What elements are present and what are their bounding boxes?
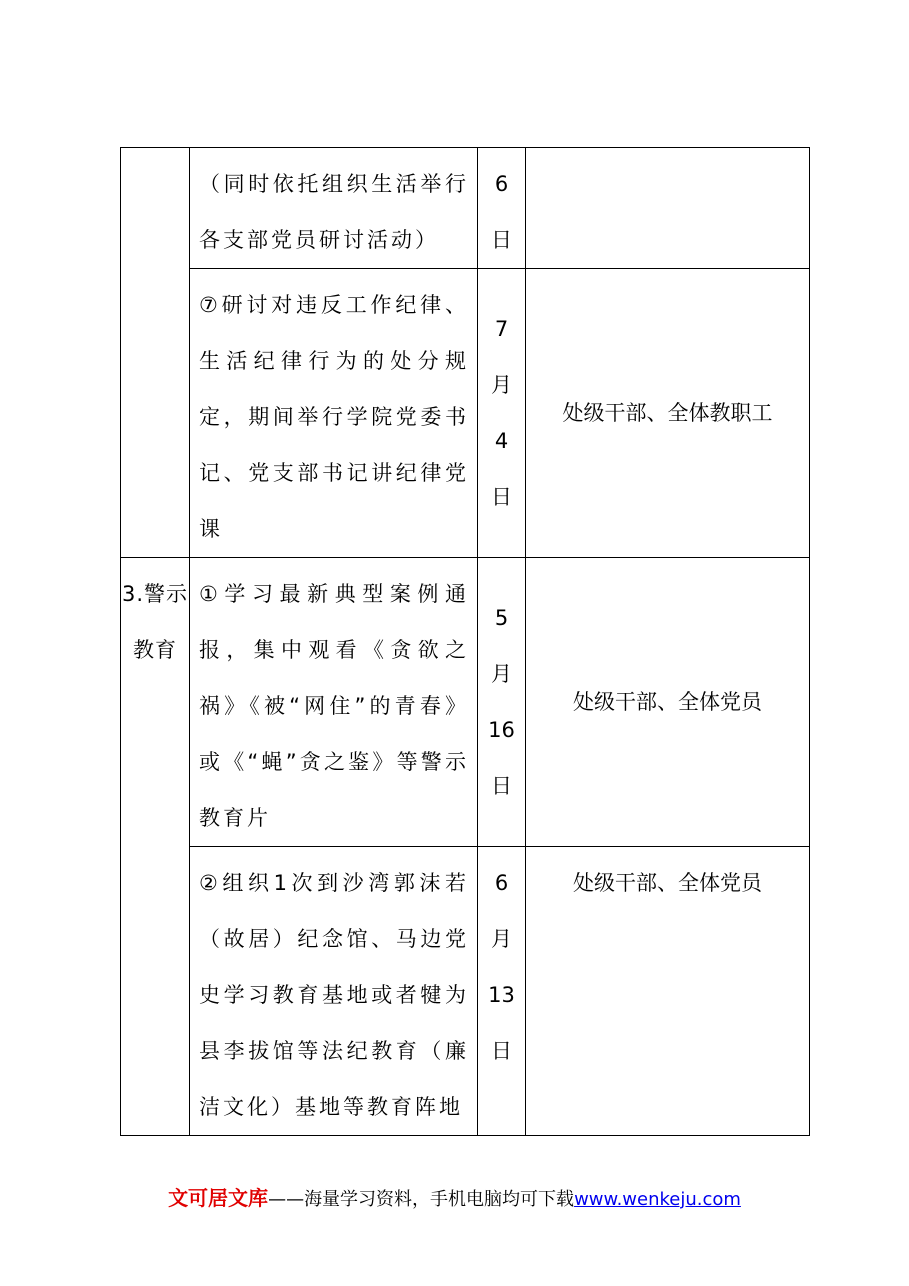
date-part: 月 [491, 373, 512, 397]
date-part: 13 [488, 983, 515, 1007]
content-cell: ①学习最新典型案例通报，集中观看《贪欲之祸》《被“网住”的青春》或《“蝇”贪之鉴》等警示教育片 [190, 558, 478, 847]
date-part: 6 [494, 871, 509, 895]
footer-banner [0, 1182, 909, 1211]
target-cell: 处级干部、全体教职工 [526, 269, 810, 558]
content-cell: ⑦研讨对违反工作纪律、生活纪律行为的处分规定，期间举行学院党委书记、党支部书记讲纪律党课 [190, 269, 478, 558]
date-part: 4 [494, 429, 509, 453]
date-part: 5 [494, 606, 509, 630]
date-part: 日 [491, 228, 512, 252]
date-cell [478, 269, 526, 558]
date-part: 16 [488, 718, 515, 742]
content-cell: ②组织1次到沙湾郭沫若（故居）纪念馆、马边党史学习教育基地或者犍为县李拔馆等法纪教育（廉洁文化）基地等教育阵地 [190, 847, 478, 1136]
table-row [121, 847, 810, 1136]
table-row [121, 269, 810, 558]
date-part: 7 [494, 317, 509, 341]
date-part: 月 [491, 927, 512, 951]
category-cell: 3.警示教育 [121, 558, 190, 1136]
table-row [121, 148, 810, 269]
date-part: 月 [491, 662, 512, 686]
date-part: 日 [491, 1039, 512, 1063]
date-part: 日 [491, 774, 512, 798]
date-cell [478, 847, 526, 1136]
date-cell [478, 558, 526, 847]
date-part: 6 [494, 172, 509, 196]
footer-tagline: ——海量学习资料，手机电脑均可下载 [268, 1189, 575, 1210]
category-cell [121, 148, 190, 558]
website-link[interactable]: www.wenkeju.com [574, 1189, 741, 1210]
schedule-table [120, 147, 810, 1136]
target-cell: 处级干部、全体党员 [526, 558, 810, 847]
target-cell [526, 148, 810, 269]
table-row [121, 558, 810, 847]
date-part: 日 [491, 485, 512, 509]
date-cell [478, 148, 526, 269]
brand-name: 文可居文库 [168, 1186, 269, 1210]
target-cell: 处级干部、全体党员 [526, 847, 810, 1136]
content-cell: （同时依托组织生活举行各支部党员研讨活动） [190, 148, 478, 269]
